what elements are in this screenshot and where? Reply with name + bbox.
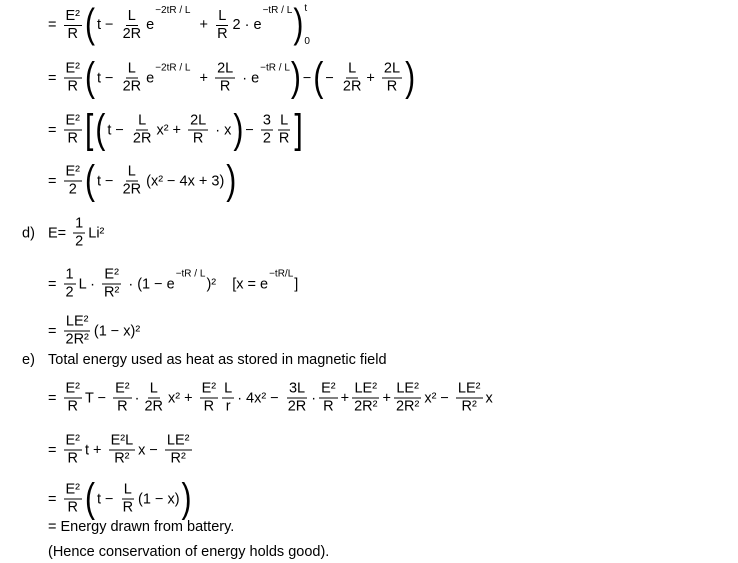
fraction	[200, 381, 219, 416]
denominator: 2	[262, 130, 271, 147]
math-text: (1 − x)	[138, 491, 180, 507]
math-text: · e	[238, 70, 260, 86]
denominator: R	[67, 398, 78, 415]
denominator: R²	[104, 284, 120, 301]
math-text: =	[48, 17, 61, 33]
fraction	[319, 381, 338, 416]
numerator: E²L	[110, 432, 134, 449]
math-text: ]	[294, 276, 299, 292]
equation-line	[47, 381, 494, 416]
superscript: −tR / L	[175, 268, 206, 280]
math-text: x² +	[168, 390, 197, 406]
fraction	[64, 113, 83, 148]
math-text: · 4x² −	[237, 390, 283, 406]
math-text: · (1 − e	[124, 276, 175, 292]
superscript: −tR / L	[260, 62, 290, 74]
fraction	[64, 267, 76, 302]
bracket: )	[293, 2, 304, 47]
numerator: E²	[65, 481, 80, 498]
denominator: R	[203, 398, 215, 415]
fraction	[286, 381, 309, 416]
numerator: L	[224, 380, 233, 397]
numerator: E²	[201, 380, 217, 397]
equation-line	[22, 215, 105, 251]
denominator: 2R	[122, 181, 142, 198]
fraction	[64, 61, 83, 96]
denominator: R	[386, 78, 398, 95]
fraction	[121, 482, 135, 517]
math-text: +	[366, 70, 379, 86]
fraction	[64, 381, 83, 416]
fraction	[64, 314, 91, 349]
math-text: Li²	[88, 225, 105, 241]
fraction	[188, 113, 208, 148]
math-text: −	[325, 70, 338, 86]
equation-line	[47, 107, 304, 152]
fraction	[73, 216, 85, 251]
bracket: ]	[294, 107, 303, 152]
part-label: d)	[22, 225, 35, 241]
denominator: 2R²	[354, 398, 378, 415]
math-text: =	[48, 173, 61, 189]
bracket: )	[405, 55, 416, 100]
denominator: R²	[461, 398, 477, 415]
fraction	[222, 381, 234, 416]
equation-line	[47, 267, 299, 302]
numerator: 3L	[288, 380, 306, 397]
bracket: (	[85, 476, 95, 521]
upper-limit: t	[304, 3, 308, 14]
fraction	[121, 164, 144, 199]
numerator: 2L	[190, 112, 207, 129]
math-text: t −	[97, 173, 118, 189]
math-text: e	[146, 70, 155, 86]
math-text: T −	[85, 390, 111, 406]
denominator: 2R	[342, 78, 362, 95]
math-text: 2 · e	[232, 17, 262, 33]
math-text: =	[48, 442, 61, 458]
math-text: t −	[107, 122, 128, 138]
fraction	[142, 381, 165, 416]
bracket: [	[85, 107, 94, 152]
math-text: =	[48, 70, 61, 86]
numerator: L	[348, 60, 357, 77]
numerator: 3	[262, 112, 271, 129]
math-text: +	[191, 17, 213, 33]
denominator: R	[67, 450, 78, 467]
fraction	[215, 61, 235, 96]
equation-line	[47, 544, 330, 560]
bracket: )	[181, 476, 192, 521]
bracket: (	[85, 158, 95, 203]
bracket: )	[226, 158, 237, 203]
numerator: E²	[115, 380, 130, 397]
part-label: e)	[22, 352, 35, 368]
fraction	[456, 381, 483, 416]
math-text: −	[302, 70, 312, 86]
math-text: =	[48, 323, 61, 339]
math-text: (Hence conservation of energy holds good).	[48, 544, 330, 560]
math-text: =	[48, 276, 61, 292]
math-text: t −	[97, 17, 118, 33]
fraction	[64, 433, 83, 468]
denominator: 2R²	[395, 398, 420, 415]
numerator: L	[138, 112, 147, 129]
bracket: )	[233, 107, 244, 152]
numerator: L	[149, 380, 158, 397]
bracket: (	[85, 55, 95, 100]
equation-line	[47, 3, 310, 47]
numerator: E²	[321, 380, 336, 397]
math-text: e	[146, 17, 155, 33]
denominator: R	[67, 25, 78, 42]
superscript: −tR / L	[262, 5, 293, 16]
math-text: Total energy used as heat as stored in magnetic field	[48, 352, 387, 368]
numerator: L	[218, 7, 227, 24]
denominator: R²	[170, 450, 186, 467]
math-text: (1 − x)²	[93, 323, 141, 339]
fraction	[382, 61, 402, 96]
fraction	[277, 113, 291, 148]
fraction	[102, 267, 121, 302]
numerator: E²	[104, 266, 119, 283]
math-text: t −	[97, 491, 118, 507]
denominator: R	[278, 130, 290, 147]
bracket: (	[313, 55, 324, 100]
numerator: L	[123, 481, 132, 498]
numerator: 1	[75, 215, 84, 232]
math-text: =	[48, 122, 61, 138]
math-text: +	[191, 70, 213, 86]
denominator: 2R	[132, 130, 152, 147]
equation-line	[47, 158, 237, 203]
math-text: +	[382, 390, 391, 406]
denominator: R	[67, 499, 78, 516]
numerator: L	[127, 163, 136, 180]
math-text: ·	[311, 390, 317, 406]
equation-line	[47, 314, 141, 349]
numerator: L	[127, 60, 136, 77]
math-text: =	[48, 390, 61, 406]
superscript: −2tR / L	[155, 5, 191, 16]
numerator: 1	[65, 266, 74, 283]
denominator: 2R	[122, 25, 142, 42]
math-text: · x	[211, 122, 232, 138]
numerator: 2L	[383, 60, 401, 77]
fraction	[394, 381, 421, 416]
fraction	[165, 433, 192, 468]
numerator: LE²	[396, 380, 419, 397]
numerator: LE²	[65, 313, 89, 330]
fraction	[64, 8, 83, 43]
numerator: LE²	[166, 432, 190, 449]
fraction	[341, 61, 364, 96]
math-text: +	[340, 390, 350, 406]
numerator: L	[127, 7, 136, 24]
math-text: x	[485, 390, 493, 406]
fraction	[121, 61, 144, 96]
equation-line	[47, 433, 194, 468]
equation-line	[22, 352, 388, 368]
fraction	[261, 113, 273, 148]
bracket: )	[290, 55, 301, 100]
fraction	[352, 381, 379, 416]
numerator: E²	[65, 163, 80, 180]
numerator: LE²	[354, 380, 378, 397]
denominator: R	[323, 398, 334, 415]
denominator: r	[225, 398, 231, 415]
denominator: R	[67, 130, 78, 147]
evaluation-limits	[304, 3, 310, 47]
math-text: L ·	[78, 276, 99, 292]
denominator: R	[217, 25, 228, 42]
numerator: E²	[65, 60, 80, 77]
numerator: LE²	[457, 380, 481, 397]
math-text: ·	[134, 390, 140, 406]
numerator: E²	[65, 7, 80, 24]
math-text: )² [x = e	[206, 276, 269, 292]
fraction	[121, 8, 144, 43]
numerator: E²	[65, 380, 80, 397]
denominator: R	[117, 398, 128, 415]
equation-line	[47, 519, 235, 535]
math-text: x² −	[424, 390, 453, 406]
math-text: = Energy drawn from battery.	[48, 519, 235, 535]
denominator: 2R	[287, 398, 307, 415]
math-text: −	[245, 122, 258, 138]
numerator: 2L	[217, 60, 234, 77]
denominator: R	[67, 78, 78, 95]
fraction	[131, 113, 154, 148]
denominator: 2	[65, 284, 74, 301]
equation-line	[47, 476, 193, 521]
math-text: x −	[138, 442, 162, 458]
denominator: 2R	[122, 78, 142, 95]
denominator: 2	[68, 181, 77, 198]
equation-line	[47, 55, 416, 100]
math-text: (x² − 4x + 3)	[146, 173, 225, 189]
denominator: 2R	[144, 398, 164, 415]
math-text: t +	[85, 442, 106, 458]
math-text: =	[48, 491, 61, 507]
math-text: t −	[97, 70, 118, 86]
fraction	[113, 381, 132, 416]
numerator: E²	[65, 112, 80, 129]
fraction	[215, 8, 229, 43]
denominator: R	[122, 499, 134, 516]
numerator: E²	[65, 432, 80, 449]
numerator: L	[280, 112, 289, 129]
lower-limit: 0	[304, 36, 310, 47]
bracket: (	[95, 107, 106, 152]
superscript: −2tR / L	[155, 62, 191, 74]
fraction	[64, 482, 83, 517]
denominator: R	[192, 130, 204, 147]
bracket: (	[85, 2, 95, 47]
math-text: x² +	[156, 122, 186, 138]
denominator: R²	[114, 450, 130, 467]
fraction	[64, 164, 83, 199]
superscript: −tR/L	[269, 268, 294, 280]
math-text: E=	[48, 225, 71, 241]
denominator: 2R²	[65, 331, 89, 348]
denominator: 2	[75, 233, 84, 250]
fraction	[109, 433, 136, 468]
denominator: R	[219, 78, 231, 95]
